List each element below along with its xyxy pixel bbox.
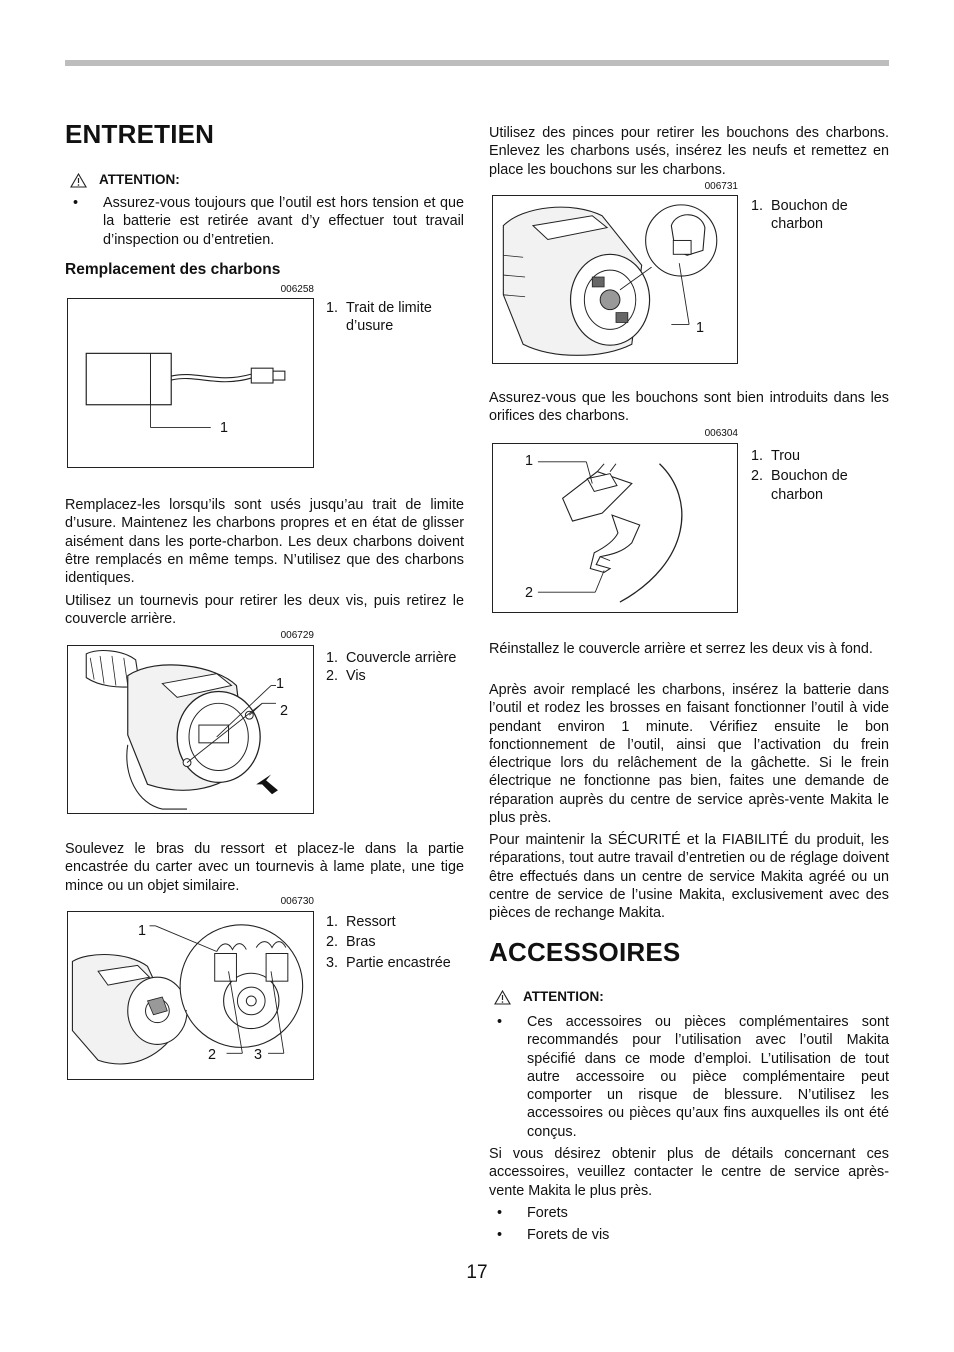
fig5-code: 006304 — [704, 428, 738, 439]
fig3-legend — [326, 913, 464, 972]
attention-label: ATTENTION: — [523, 989, 604, 1004]
fig5-callout-2: 2 — [525, 585, 534, 601]
section-heading-charbons: Remplacement des charbons — [65, 261, 281, 278]
fig3-callout-1: 1 — [138, 923, 147, 939]
figure-carbon-brush — [67, 298, 314, 468]
paragraph: Utilisez des pinces pour retirer les bouchons des charbons. Enlevez les charbons usés, insérez les neufs et remettez en place les bouchons sur les charbons. — [489, 125, 889, 178]
paragraph: Si vous désirez obtenir plus de détails concernant ces accessoires, veuillez contacter le centre de service après-vente Makita le plus près. — [489, 1146, 889, 1199]
figure-brush-cap — [492, 195, 738, 364]
header-rule — [65, 60, 889, 66]
legend-item: 1. Trait de limite d’usure — [326, 300, 432, 335]
legend-item: 2. Bouchon de charbon — [751, 468, 848, 503]
fig2-callout-2: 2 — [280, 703, 289, 719]
attention-header — [70, 171, 180, 189]
fig3-callout-2: 2 — [208, 1047, 217, 1063]
brush-cap-illustration — [493, 196, 737, 363]
paragraph: Assurez-vous que les bouchons sont bien introduits dans les orifices des charbons. — [489, 390, 889, 425]
legend-item: 1. Ressort — [326, 914, 396, 930]
legend-item: 1. Couvercle arrière — [326, 650, 457, 666]
section-title-entretien: ENTRETIEN — [65, 119, 215, 149]
fig3-callout-3: 3 — [254, 1047, 263, 1063]
fig2-legend — [326, 649, 464, 686]
attention-label: ATTENTION: — [99, 172, 180, 187]
attention-bullet-text: Assurez-vous toujours que l’outil est hors tension et que la batterie est retirée avant d’y effectuer tout travail d’inspection ou d’entretien. — [103, 195, 464, 248]
attention-header — [494, 988, 604, 1006]
attention-bullet — [65, 194, 464, 249]
list-item: • Forets de vis — [497, 1227, 610, 1243]
paragraph: Remplacez-les lorsqu’ils sont usés jusqu’au trait de limite d’usure. Maintenez les charbons propres et en état de glisser aisément dans les porte-charbon. Les deux charbons doivent être remplacés en même temps. N’utilisez que des charbons identiques. — [65, 497, 464, 587]
drill-rear-cover-illustration — [68, 646, 313, 813]
legend-item: 3. Partie encastrée — [326, 954, 451, 971]
legend-item: 2. Vis — [326, 668, 366, 685]
fig1-legend — [326, 299, 464, 336]
list-item: • Forets — [497, 1205, 568, 1221]
spring-arm-illustration — [68, 912, 313, 1079]
fig4-legend — [751, 197, 889, 234]
fig3-code: 006730 — [280, 896, 314, 907]
legend-item: 1. Trou — [751, 448, 801, 464]
page-number: 17 — [466, 1262, 488, 1283]
section-title-accessoires: ACCESSOIRES — [489, 937, 681, 967]
fig4-callout-1: 1 — [696, 320, 705, 336]
fig1-code: 006258 — [280, 284, 314, 295]
fig2-callout-1: 1 — [276, 676, 285, 692]
paragraph: Réinstallez le couvercle arrière et serrez les deux vis à fond. — [489, 641, 873, 657]
figure-spring-arm — [67, 911, 314, 1080]
carbon-brush-illustration — [68, 299, 313, 467]
legend-item: 1. Bouchon de charbon — [751, 198, 848, 233]
figure-hole-cap — [492, 443, 738, 613]
warning-triangle-icon — [494, 990, 511, 1005]
legend-item: 2. Bras — [326, 934, 376, 951]
warning-triangle-icon — [70, 173, 87, 188]
paragraph: Utilisez un tournevis pour retirer les deux vis, puis retirez le couvercle arrière. — [65, 593, 464, 628]
paragraph: Soulevez le bras du ressort et placez-le dans la partie encastrée du carter avec un tournevis à lame plate, une tige mince ou un objet similaire. — [65, 841, 464, 894]
fig4-code: 006731 — [704, 181, 738, 192]
attention-bullet-text: Ces accessoires ou pièces complémentaires sont recommandés pour l’utilisation avec l’outil Makita spécifié dans ce mode d’emploi. L’utilisation de tout autre accessoire ou pièce complémentaire peut comporter un risque de blessure. N’utilisez les accessoires ou pièces qu’aux fins auxquelles ils ont été conçus. — [527, 1014, 889, 1140]
fig5-legend — [751, 447, 889, 504]
figure-rear-cover — [67, 645, 314, 814]
paragraph: Après avoir remplacé les charbons, insérez la batterie dans l’outil et rodez les brosses en faisant fonctionner l’outil à vide pendant environ 1 minute. Vérifiez ensuite le bon fonctionnement de l’outil, ainsi que l’activation du frein électrique lors du relâchement de la gâchette. Si le frein électrique ne fonctionne pas bien, faites une demande de réparation auprès du centre de service après-vente Makita le plus près. — [489, 682, 889, 827]
attention-bullet — [489, 1013, 889, 1141]
bullet-dot: • — [73, 195, 79, 211]
fig5-callout-1: 1 — [525, 453, 534, 469]
fig2-code: 006729 — [280, 630, 314, 641]
bullet-dot: • — [497, 1014, 503, 1030]
fig1-callout-1: 1 — [220, 420, 229, 436]
paragraph: Pour maintenir la SÉCURITÉ et la FIABILITÉ du produit, les réparations, tout autre travail d’entretien ou de réglage doivent être effectués dans un centre de service Makita agréé ou un centre de service de l’usine Makita, exclusivement avec des pièces de rechange Makita. — [489, 832, 889, 922]
